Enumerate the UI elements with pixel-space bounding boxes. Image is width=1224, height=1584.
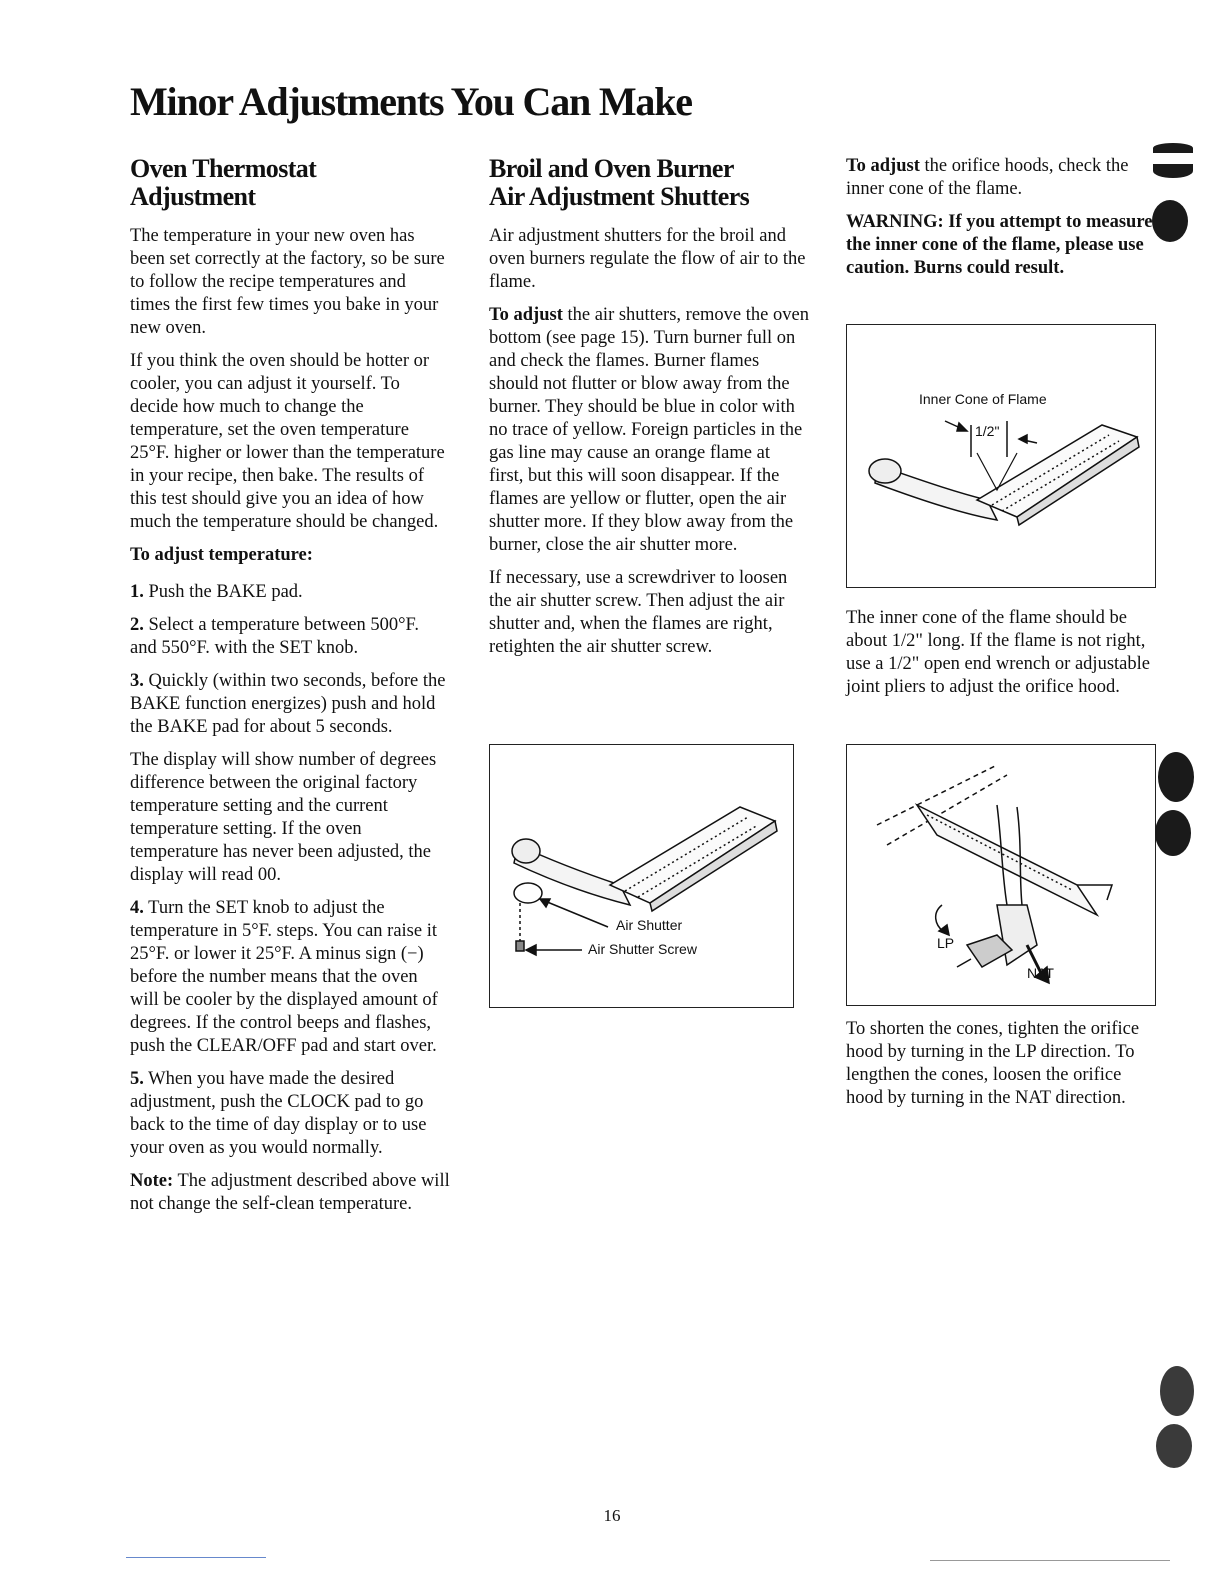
step-number: 2. <box>130 615 144 635</box>
step-text: Quickly (within two seconds, before the BAKE function energizes) push and hold the BAKE pad for about 5 seconds. <box>130 671 446 737</box>
page-title: Minor Adjustments You Can Make <box>130 79 692 124</box>
step-number: 1. <box>130 582 144 602</box>
label-inner-cone: Inner Cone of Flame <box>919 391 1047 407</box>
binder-mark <box>1152 200 1188 242</box>
paragraph: If you think the oven should be hotter or cooler, you can adjust it yourself. To decide how much to change the temperature, set the oven temperature 25°F. higher or lower than the temperature in your recipe, then bake. The results of this test should give you an idea of how much the temperature should be changed. <box>130 351 445 532</box>
paragraph: To shorten the cones, tighten the orifice hood by turning in the LP direction. To lengthen the cones, loosen the orifice hood by turning in the NAT direction. <box>846 1019 1140 1108</box>
paragraph: The inner cone of the flame should be about 1/2" long. If the flame is not right, use a 1/2" open end wrench or adjustable joint pliers to adjust the orifice hood. <box>846 608 1150 697</box>
note <box>130 1170 450 1216</box>
heading-line-2: Air Adjustment Shutters <box>489 182 750 211</box>
paragraph-inner-cone-length <box>846 607 1156 709</box>
binder-mark <box>1156 1424 1192 1468</box>
label-air-shutter-screw: Air Shutter Screw <box>588 941 697 957</box>
paragraph-shorten-lengthen-cones <box>846 1018 1156 1120</box>
warning-text: WARNING: If you attempt to measure the inner cone of the flame, please use caution. Burns could result. <box>846 212 1153 278</box>
lead-in: To adjust <box>489 305 563 325</box>
step-item <box>130 581 450 604</box>
label-measurement: 1/2" <box>975 423 1000 439</box>
binder-mark <box>1160 1366 1194 1416</box>
step-number: 3. <box>130 671 144 691</box>
step-text: When you have made the desired adjustment, push the CLOCK pad to go back to the time of day display or to use your oven as you would normally. <box>130 1069 427 1158</box>
paragraph-text: the orifice hoods, check the inner cone of the flame. <box>846 156 1129 199</box>
subheading-to-adjust-temperature: To adjust temperature: <box>130 545 313 565</box>
step-item <box>130 614 450 660</box>
step-text: Turn the SET knob to adjust the temperature in 5°F. steps. You can raise it 25°F. or lower it 25°F. A minus sign (−) before the number means that the oven will be cooler by the displayed amount of degrees. If the control beeps and flashes, push the CLEAR/OFF pad and start over. <box>130 898 438 1056</box>
heading-line-2: Adjustment <box>130 182 256 211</box>
page-number: 16 <box>603 1506 621 1525</box>
burner-flame-illustration <box>847 325 1155 587</box>
paragraph: The temperature in your new oven has been set correctly at the factory, so be sure to follow the recipe temperatures and times the first few times you bake in your new oven. <box>130 226 445 338</box>
paragraph-text: the air shutters, remove the oven bottom (see page 15). Turn burner full on and check the flames. Burner flames should not flutter or blow away from the burner. They should be blue in color with no trace of yellow. Foreign particles in the gas line may cause an orange flame at first, but this will soon disappear. If the flames are yellow or flutter, open the air shutter more. If they blow away from the burner, close the air shutter more. <box>489 305 809 555</box>
label-air-shutter: Air Shutter <box>616 917 683 933</box>
paragraph <box>489 304 809 557</box>
section-heading-air-shutters <box>489 155 809 211</box>
step-text: Select a temperature between 500°F. and 550°F. with the SET knob. <box>130 615 419 658</box>
column-orifice-hoods <box>846 155 1166 290</box>
figure-inner-cone-of-flame <box>846 324 1156 588</box>
paragraph <box>846 155 1166 201</box>
figure-air-shutter <box>489 744 794 1008</box>
paragraph: Air adjustment shutters for the broil and oven burners regulate the flow of air to the flame. <box>489 226 806 292</box>
step-item <box>130 897 450 1058</box>
footer-rule <box>126 1557 266 1558</box>
binder-mark <box>1155 810 1191 856</box>
binder-mark <box>1153 164 1193 178</box>
column-air-shutters <box>489 155 809 669</box>
air-shutter-illustration <box>490 745 793 1007</box>
column-oven-thermostat <box>130 155 450 1226</box>
paragraph: If necessary, use a screwdriver to loosen the air shutter screw. Then adjust the air shutter and, when the flames are right, retighten the air shutter screw. <box>489 568 788 657</box>
step-item <box>130 1068 450 1160</box>
step-text: Push the BAKE pad. <box>148 582 303 602</box>
note-label: Note: <box>130 1171 174 1191</box>
step-number: 4. <box>130 898 144 918</box>
label-lp: LP <box>937 935 955 951</box>
lead-in: To adjust <box>846 156 920 176</box>
section-heading-oven-thermostat <box>130 155 450 211</box>
label-nat: NAT <box>1027 965 1054 981</box>
heading-line-1: Oven Thermostat <box>130 154 317 183</box>
step-item <box>130 670 450 739</box>
orifice-hood-wrench-illustration <box>847 745 1155 1005</box>
figure-orifice-hood-wrench <box>846 744 1156 1006</box>
step-number: 5. <box>130 1069 144 1089</box>
paragraph: The display will show number of degrees difference between the original factory temperature setting and the current temperature setting. If the oven temperature has never been adjusted, the display will read 00. <box>130 750 437 885</box>
binder-mark <box>1153 143 1193 153</box>
footer-rule <box>930 1560 1170 1561</box>
note-text: The adjustment described above will not change the self-clean temperature. <box>130 1171 450 1214</box>
heading-line-1: Broil and Oven Burner <box>489 154 734 183</box>
binder-mark <box>1158 752 1194 802</box>
